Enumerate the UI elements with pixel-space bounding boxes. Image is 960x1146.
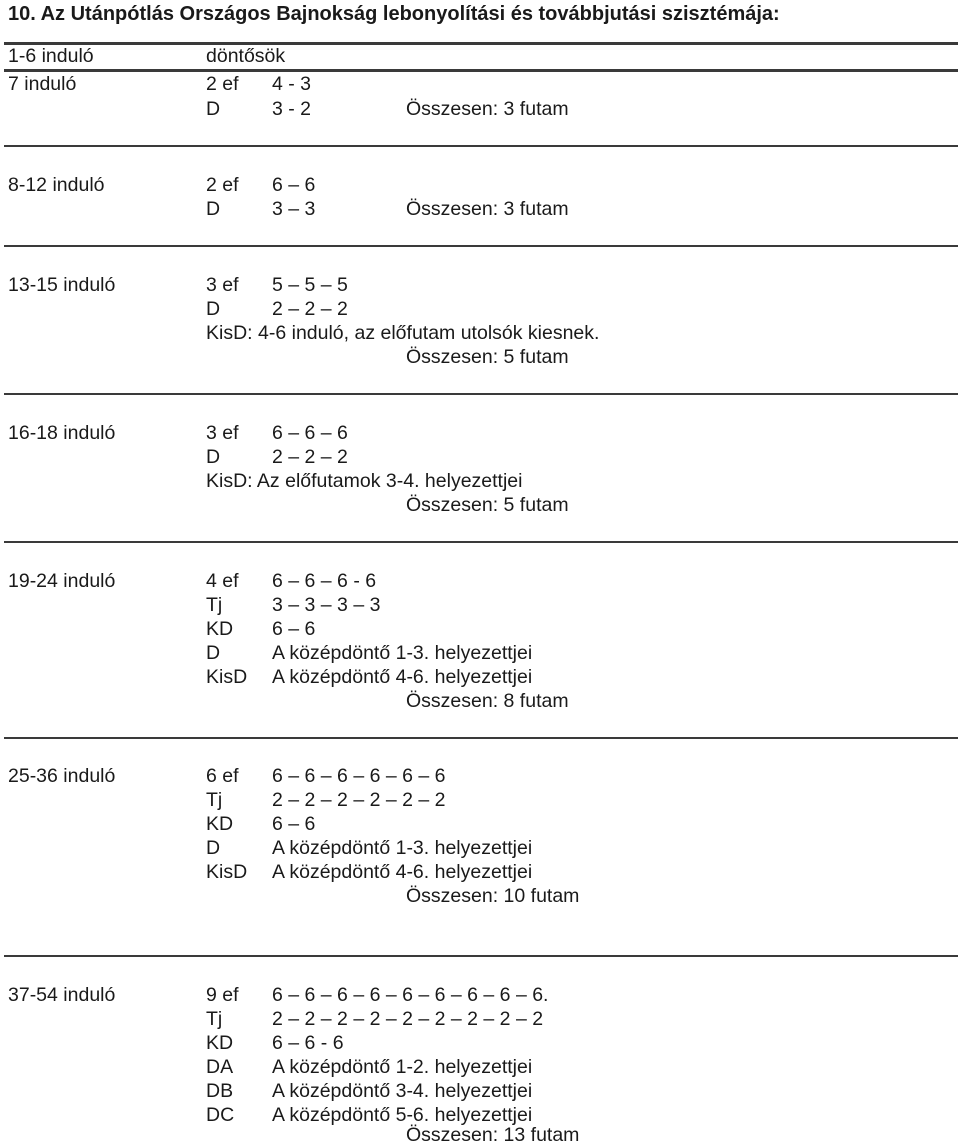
- row-key: KisD: [206, 666, 248, 688]
- row-value: 6 – 6 – 6 - 6: [272, 570, 377, 592]
- section-label: 16-18 induló: [8, 422, 116, 444]
- row-value: A középdöntő 1-3. helyezettjei: [272, 642, 533, 664]
- divider: [4, 42, 958, 45]
- row-key: Tj: [206, 594, 223, 616]
- row-value: 3 – 3 – 3 – 3: [272, 594, 381, 616]
- row-value: 6 – 6 - 6: [272, 1032, 344, 1054]
- row-value: A középdöntő 3-4. helyezettjei: [272, 1080, 533, 1102]
- divider: [4, 393, 958, 395]
- row-key: DC: [206, 1104, 235, 1126]
- row-value: A középdöntő 4-6. helyezettjei: [272, 861, 533, 883]
- row-value: 2 – 2 – 2: [272, 298, 348, 320]
- row-key: 2 ef: [206, 174, 239, 196]
- row-value: 6 – 6: [272, 813, 316, 835]
- divider: [4, 145, 958, 147]
- row-value: 4 - 3: [272, 73, 312, 95]
- row-key: D: [206, 446, 221, 468]
- section-total: Összesen: 8 futam: [406, 690, 569, 712]
- section-label: 37-54 induló: [8, 984, 116, 1006]
- row-key: Tj: [206, 1008, 223, 1030]
- document-title: 10. Az Utánpótlás Országos Bajnokság lebonyolítási és továbbjutási szisztémája:: [8, 3, 780, 25]
- row-value: 2 – 2 – 2 – 2 – 2 – 2 – 2 – 2 – 2: [272, 1008, 544, 1030]
- section-total: Összesen: 5 futam: [406, 494, 569, 516]
- row-key: D: [206, 837, 221, 859]
- row-value: 3 – 3: [272, 198, 316, 220]
- section-label: 13-15 induló: [8, 274, 116, 296]
- section-total: Összesen: 3 futam: [406, 98, 569, 120]
- row-key: DA: [206, 1056, 234, 1078]
- row-key: 6 ef: [206, 765, 239, 787]
- row-value: 6 – 6 – 6 – 6 – 6 – 6 – 6 – 6 – 6.: [272, 984, 549, 1006]
- row-value: 6 – 6 – 6: [272, 422, 348, 444]
- section-label: 7 induló: [8, 73, 77, 95]
- divider: [4, 737, 958, 739]
- row-key: KisD: [206, 861, 248, 883]
- section-total: Összesen: 13 futam: [406, 1124, 580, 1146]
- row-key: KD: [206, 618, 234, 640]
- row-key: 9 ef: [206, 984, 239, 1006]
- section-total: Összesen: 10 futam: [406, 885, 580, 907]
- row-key: 3 ef: [206, 422, 239, 444]
- row-key: 4 ef: [206, 570, 239, 592]
- section-total: Összesen: 5 futam: [406, 346, 569, 368]
- row-key: Tj: [206, 789, 223, 811]
- row-value: A középdöntő 4-6. helyezettjei: [272, 666, 533, 688]
- row-key: D: [206, 98, 221, 120]
- divider: [4, 541, 958, 543]
- row-key: D: [206, 298, 221, 320]
- row-key: 3 ef: [206, 274, 239, 296]
- row-value: 2 – 2 – 2 – 2 – 2 – 2: [272, 789, 446, 811]
- row-value: 6 – 6: [272, 174, 316, 196]
- divider: [4, 69, 958, 72]
- row-value: 3 - 2: [272, 98, 312, 120]
- row-value: 6 – 6 – 6 – 6 – 6 – 6: [272, 765, 446, 787]
- row-value: A középdöntő 5-6. helyezettjei: [272, 1104, 533, 1126]
- divider: [4, 955, 958, 957]
- section-label: 19-24 induló: [8, 570, 116, 592]
- row-key: KD: [206, 813, 234, 835]
- header-finalists: döntősök: [206, 45, 286, 67]
- row-key: 2 ef: [206, 73, 239, 95]
- section-label: 25-36 induló: [8, 765, 116, 787]
- row-value: 6 – 6: [272, 618, 316, 640]
- section-note: KisD: 4-6 induló, az előfutam utolsók kiesnek.: [206, 322, 600, 344]
- row-value: A középdöntő 1-2. helyezettjei: [272, 1056, 533, 1078]
- row-value: A középdöntő 1-3. helyezettjei: [272, 837, 533, 859]
- row-key: D: [206, 198, 221, 220]
- header-entrants: 1-6 induló: [8, 45, 94, 67]
- row-key: KD: [206, 1032, 234, 1054]
- section-total: Összesen: 3 futam: [406, 198, 569, 220]
- row-key: DB: [206, 1080, 234, 1102]
- row-value: 5 – 5 – 5: [272, 274, 348, 296]
- divider: [4, 245, 958, 247]
- row-key: D: [206, 642, 221, 664]
- section-label: 8-12 induló: [8, 174, 105, 196]
- section-note: KisD: Az előfutamok 3-4. helyezettjei: [206, 470, 523, 492]
- row-value: 2 – 2 – 2: [272, 446, 348, 468]
